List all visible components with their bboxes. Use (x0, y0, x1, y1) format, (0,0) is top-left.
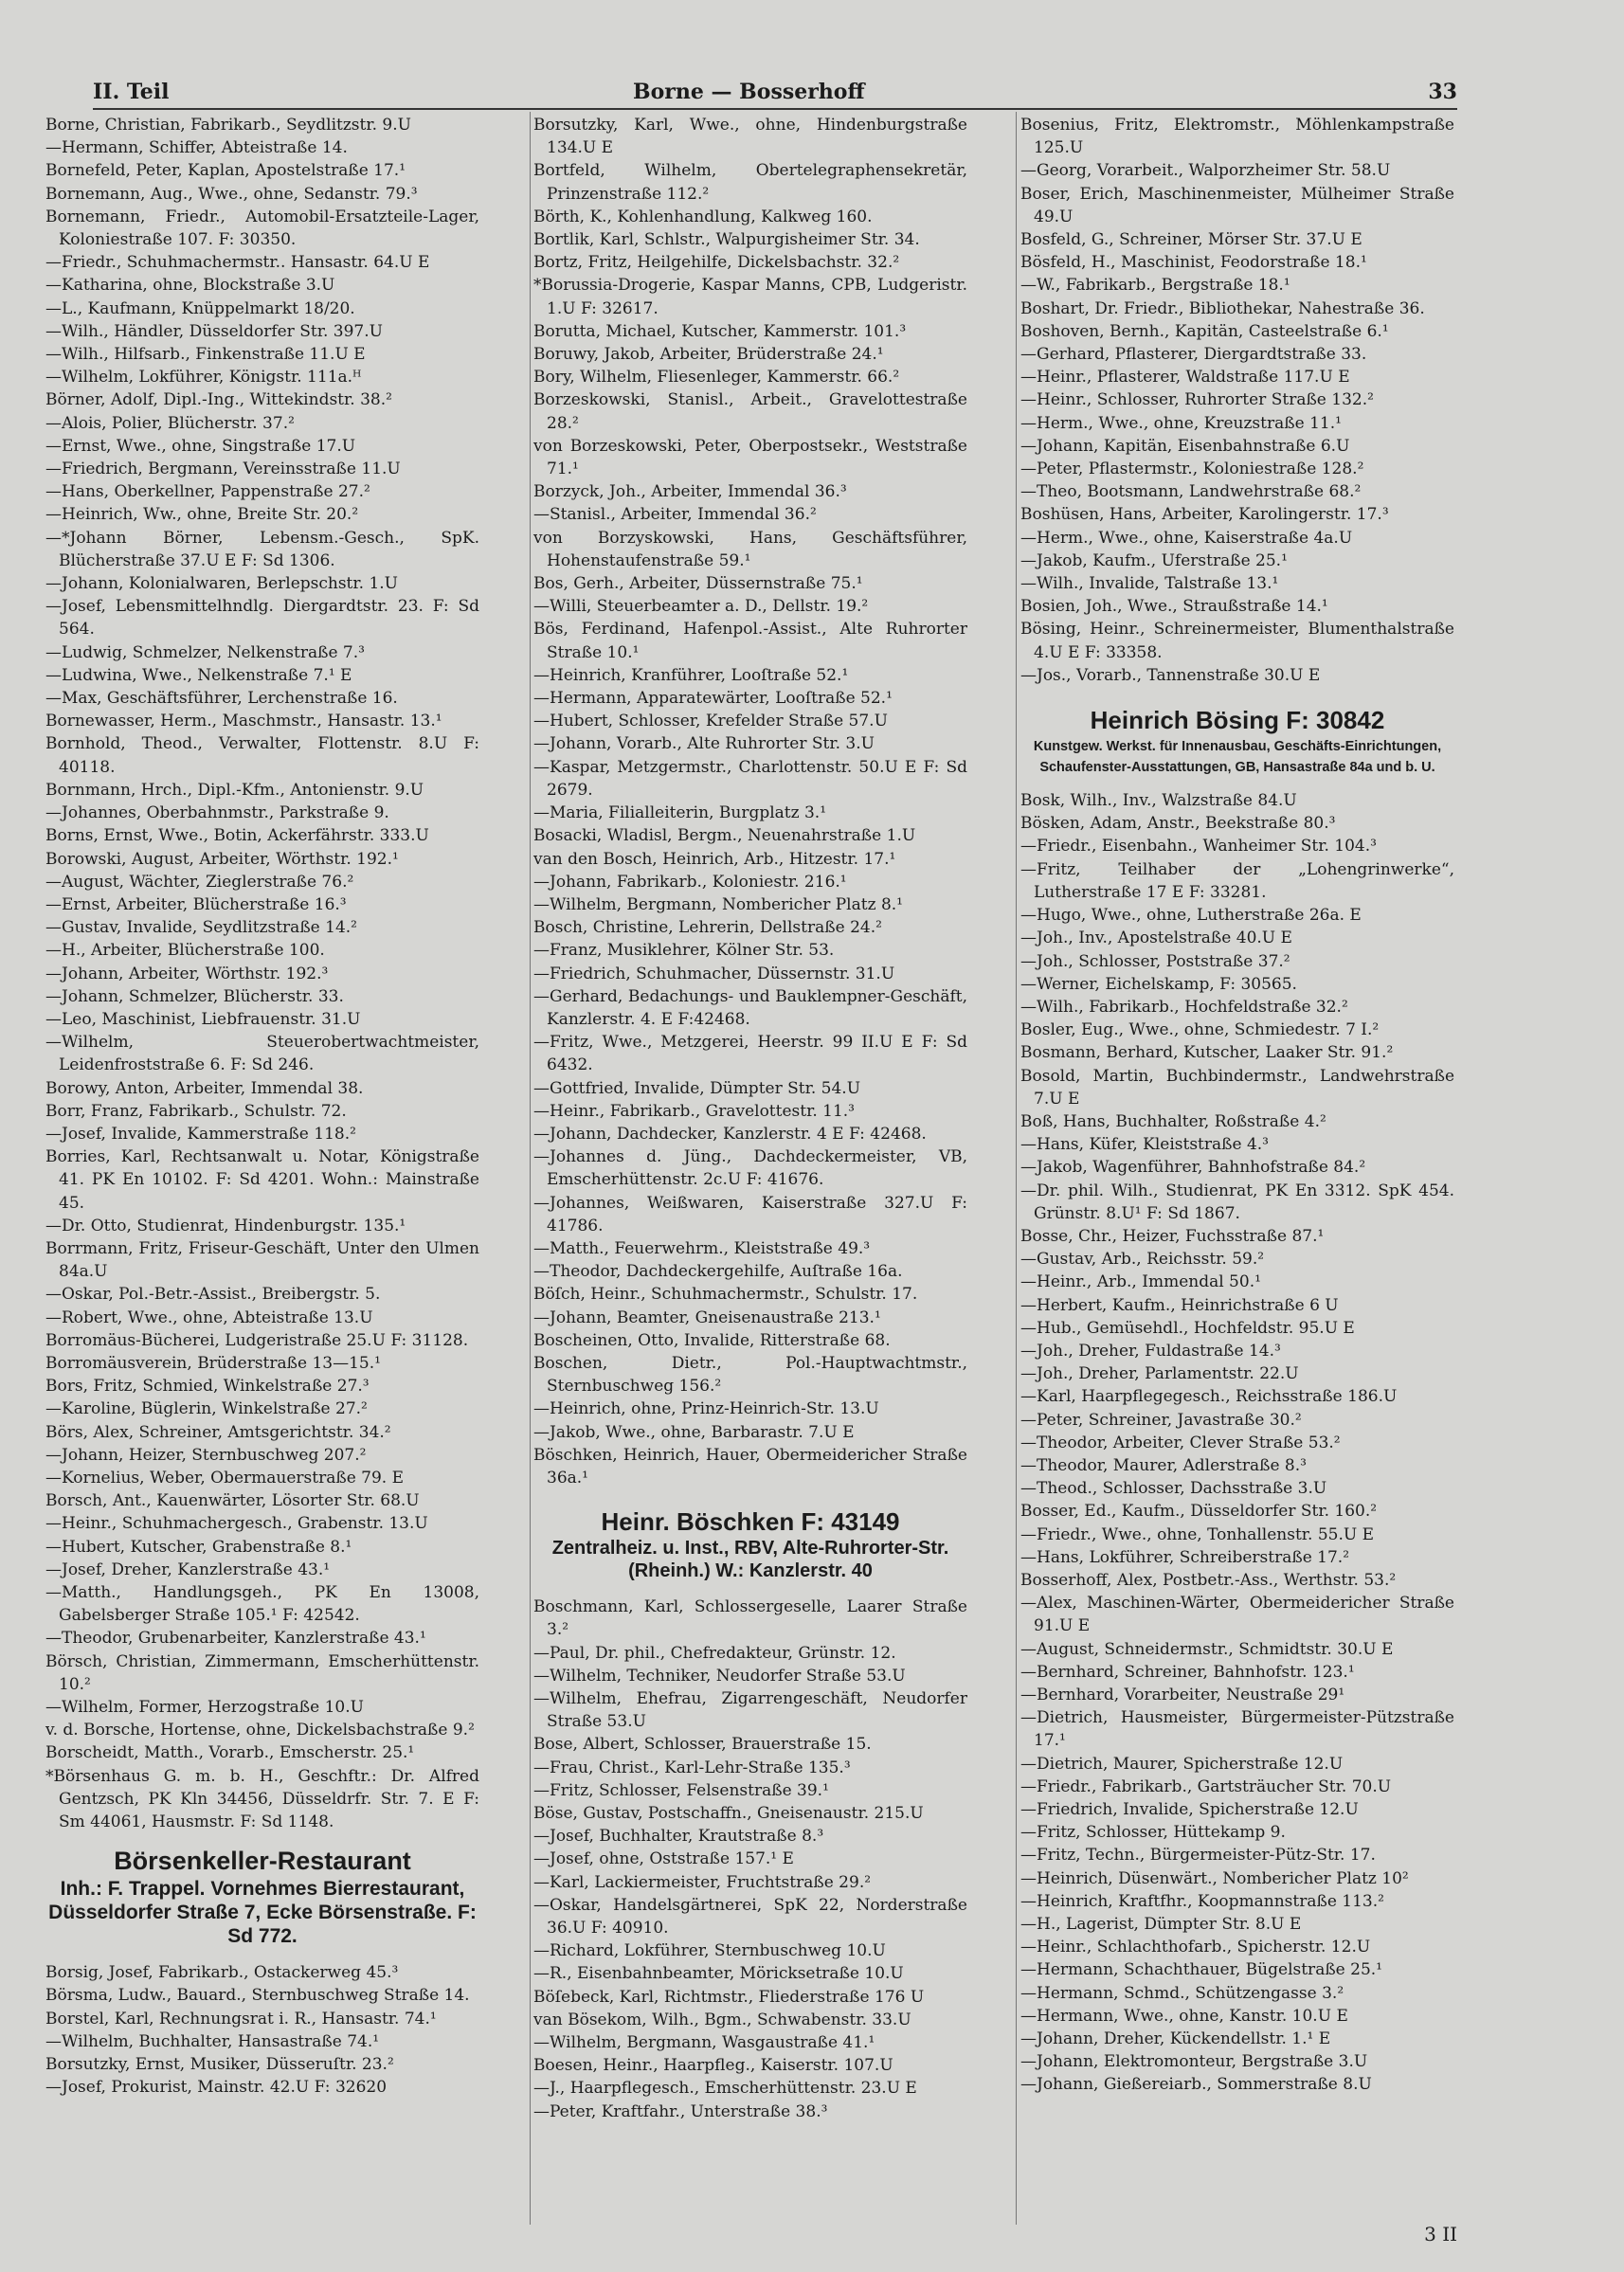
directory-entry: —J., Haarpflegesch., Emscherhüttenstr. 23.U E (533, 2079, 917, 2099)
column-divider (530, 112, 531, 2225)
directory-entry: Borsutzky, Ernst, Musiker, Düsseruſtr. 23.² (45, 2055, 394, 2075)
directory-entry: —Hermann, Schiffer, Abteistraße 14. (45, 138, 348, 158)
directory-entry: —Johann, Kolonialwaren, Berlepschstr. 1.U (45, 574, 398, 594)
directory-entry: v. d. Borsche, Hortense, ohne, Dickelsbachstraße 9.² (45, 1721, 475, 1740)
directory-entry: Bösing, Heinr., Schreinermeister, Blumenthalstraße 4.U E F: 33358. (1020, 620, 1454, 662)
directory-entry: —Gottfried, Invalide, Dümpter Str. 54.U (533, 1078, 861, 1098)
ad-title: Börsenkeller-Restaurant (114, 1847, 411, 1876)
directory-entry: —Dr. phil. Wilh., Studienrat, PK En 3312. SpK 454. Grünstr. 8.U¹ F: Sd 1867. (1020, 1181, 1454, 1223)
directory-entry: —Kaspar, Metzgermstr., Charlottenstr. 50.U E F: Sd 2679. (533, 757, 967, 800)
directory-entry: —Heinr., Arb., Immendal 50.¹ (1020, 1272, 1261, 1292)
directory-entry: —Johannes, Weißwaren, Kaiserstraße 327.U F: 41786. (533, 1193, 967, 1235)
directory-entry: —Karl, Haarpflegegesch., Reichsstraße 186.U (1020, 1387, 1398, 1407)
directory-entry: —Gustav, Invalide, Seydlitzstraße 14.² (45, 918, 357, 938)
directory-entry: —Paul, Dr. phil., Chefredakteur, Grünstr. 12. (533, 1643, 896, 1663)
column-divider (1016, 112, 1017, 2225)
ad-text: Zentralheiz. u. Inst., RBV, Alte-Ruhrorter-Str. (Rheinh.) W.: Kanzlerstr. 40 (551, 1538, 949, 1582)
directory-entry: —Stanisl., Arbeiter, Immendal 36.² (533, 505, 817, 525)
directory-entry: —Hermann, Wwe., ohne, Kanstr. 10.U E (1020, 2006, 1348, 2026)
directory-entry: —Herbert, Kaufm., Heinrichstraße 6 U (1020, 1295, 1339, 1315)
directory-entry: Bos, Gerh., Arbeiter, Düssernstraße 75.¹ (533, 574, 863, 594)
directory-entry: —Josef, Invalide, Kammerstraße 118.² (45, 1124, 356, 1144)
directory-entry: Börsma, Ludw., Bauard., Sternbuschweg Straße 14. (45, 1986, 470, 2006)
directory-entry: —Heinr., Schlosser, Ruhrorter Straße 132.² (1020, 390, 1374, 410)
directory-entry: —Willi, Steuerbeamter a. D., Dellstr. 19.² (533, 597, 869, 617)
directory-entry: Borscheidt, Matth., Vorarb., Emscherstr. 25.¹ (45, 1743, 415, 1763)
directory-entry: Borstel, Karl, Rechnungsrat i. R., Hansastr. 74.¹ (45, 2009, 437, 2029)
directory-entry: —R., Eisenbahnbeamter, Möricksetraße 10.U (533, 1964, 904, 1984)
column-1 (45, 114, 479, 2099)
directory-entry: —Ernst, Wwe., ohne, Singstraße 17.U (45, 436, 356, 456)
directory-entry: van den Bosch, Heinrich, Arb., Hitzestr. 17.¹ (533, 849, 896, 869)
directory-entry: —Ernst, Arbeiter, Blücherstraße 16.³ (45, 894, 347, 914)
directory-entry: —Georg, Vorarbeit., Walporzheimer Str. 58.U (1020, 161, 1391, 181)
directory-entry: —Johann, Dreher, Kückendellstr. 1.¹ E (1020, 2029, 1331, 2049)
directory-entry: —Johann, Fabrikarb., Koloniestr. 216.¹ (533, 872, 847, 892)
column-3 (1020, 114, 1454, 2097)
directory-entry: —Herm., Wwe., ohne, Kreuzstraße 11.¹ (1020, 413, 1342, 433)
ad-boersenkeller (45, 1845, 479, 1948)
directory-entry: —Robert, Wwe., ohne, Abteistraße 13.U (45, 1307, 373, 1327)
directory-entry: *Borussia-Drogerie, Kaspar Manns, CPB, Ludgeristr. 1.U F: 32617. (533, 276, 967, 318)
directory-entry: —Heinr., Pflasterer, Waldstraße 117.U E (1020, 368, 1350, 388)
directory-entry: —Wilhelm, Steuerobertwachtmeister, Leidenfroststraße 6. F: Sd 246. (45, 1033, 479, 1075)
directory-entry: —Johann, Vorarb., Alte Ruhrorter Str. 3.U (533, 734, 875, 754)
directory-entry: —Frau, Christ., Karl-Lehr-Straße 135.³ (533, 1758, 851, 1777)
entry-list-1a (45, 114, 479, 1833)
directory-entry: Borns, Ernst, Wwe., Botin, Ackerfährstr. 333.U (45, 826, 429, 846)
directory-entry: —Heinrich, Kranführer, Looſtraße 52.¹ (533, 665, 849, 685)
directory-entry: —Josef, Prokurist, Mainstr. 42.U F: 32620 (45, 2078, 388, 2098)
directory-entry: —*Johann Börner, Lebensm.-Gesch., SpK. Blücherstraße 37.U E F: Sd 1306. (45, 528, 479, 570)
directory-entry: —Wilh., Fabrikarb., Hochfeldstraße 32.² (1020, 997, 1348, 1017)
page-footer: 3 II (1424, 2223, 1457, 2245)
directory-entry: —Hans, Küfer, Kleiststraße 4.³ (1020, 1135, 1269, 1155)
directory-entry: —Jos., Vorarb., Tannenstraße 30.U E (1020, 665, 1321, 685)
directory-entry: Boesen, Heinr., Haarpfleg., Kaiserstr. 107.U (533, 2056, 893, 2076)
directory-entry: —Josef, Buchhalter, Krautstraße 8.³ (533, 1827, 824, 1847)
directory-entry: —Wilhelm, Former, Herzogstraße 10.U (45, 1698, 364, 1718)
directory-entry: —Johann, Heizer, Sternbuschweg 207.² (45, 1445, 367, 1465)
directory-entry: —Peter, Schreiner, Javastraße 30.² (1020, 1410, 1302, 1430)
directory-entry: Borrmann, Fritz, Friseur-Geschäft, Unter den Ulmen 84a.U (45, 1238, 479, 1282)
directory-entry: —Dietrich, Hausmeister, Bürgermeister-Pützstraße 17.¹ (1020, 1708, 1454, 1751)
header-part: II. Teil (93, 80, 170, 104)
directory-entry: —Max, Geschäftsführer, Lerchenstraße 16. (45, 689, 398, 709)
directory-entry: —Joh., Dreher, Fuldastraße 14.³ (1020, 1341, 1281, 1361)
directory-entry: Bosser, Ed., Kaufm., Düsseldorfer Str. 160.² (1020, 1502, 1378, 1522)
directory-entry: Boser, Erich, Maschinenmeister, Mülheimer Straße 49.U (1020, 184, 1454, 226)
ad-text: Inh.: F. Trappel. Vornehmes Bierrestaurant, Düsseldorfer Straße 7, Ecke Börsenstraße. F: Sd 772. (48, 1878, 477, 1948)
directory-entry: Bosserhoff, Alex, Postbetr.-Ass., Werthstr. 53.² (1020, 1570, 1397, 1590)
directory-entry: Borr, Franz, Fabrikarb., Schulstr. 72. (45, 1101, 347, 1121)
directory-entry: Bornewasser, Herm., Maschmstr., Hansastr. 13.¹ (45, 712, 442, 731)
directory-entry: Bosenius, Fritz, Elektromstr., Möhlenkampstraße 125.U (1020, 116, 1454, 158)
directory-entry: Borzeskowski, Stanisl., Arbeit., Gravelottestraße 28.² (533, 390, 967, 433)
directory-entry: —Maria, Filialleiterin, Burgplatz 3.¹ (533, 803, 827, 823)
directory-entry: Bösken, Adam, Anstr., Beekstraße 80.³ (1020, 814, 1336, 834)
directory-entry: —Theodor, Grubenarbeiter, Kanzlerstraße 43.¹ (45, 1629, 426, 1649)
directory-entry: —Bernhard, Vorarbeiter, Neustraße 29¹ (1020, 1686, 1345, 1704)
entry-list-2b (533, 1596, 967, 2123)
directory-entry: —Wilhelm, Bergmann, Wasgaustraße 41.¹ (533, 2033, 875, 2053)
directory-entry: Börs, Alex, Schreiner, Amtsgerichtstr. 34.² (45, 1422, 391, 1442)
directory-entry: Bös, Ferdinand, Hafenpol.-Assist., Alte Ruhrorter Straße 10.¹ (533, 620, 967, 662)
directory-entry: —Hubert, Kutscher, Grabenstraße 8.¹ (45, 1537, 352, 1557)
directory-entry: —August, Wächter, Zieglerstraße 76.² (45, 872, 354, 892)
directory-entry: Borowy, Anton, Arbeiter, Immendal 38. (45, 1078, 364, 1098)
directory-entry: Bortz, Fritz, Heilgehilfe, Dickelsbachstr. 32.² (533, 253, 900, 273)
directory-entry: —Friedrich, Schuhmacher, Düssernstr. 31.U (533, 964, 895, 983)
directory-entry: —Katharina, ohne, Blockstraße 3.U (45, 276, 335, 296)
directory-entry: Boshoven, Bernh., Kapitän, Casteelstraße 6.¹ (1020, 321, 1389, 341)
directory-entry: —Hermann, Apparatewärter, Looſtraße 52.¹ (533, 689, 893, 709)
directory-entry: —Hans, Lokführer, Schreiberstraße 17.² (1020, 1547, 1350, 1567)
directory-entry: —Jakob, Wwe., ohne, Barbarastr. 7.U E (533, 1422, 855, 1442)
directory-entry: —Theo, Bootsmann, Landwehrstraße 68.² (1020, 482, 1362, 502)
directory-entry: —Alex, Maschinen-Wärter, Obermeidericher Straße 91.U E (1020, 1594, 1454, 1636)
directory-entry: —Fritz, Wwe., Metzgerei, Heerstr. 99 II.U E F: Sd 6432. (533, 1033, 967, 1075)
directory-entry: Bosmann, Berhard, Kutscher, Laaker Str. 91.² (1020, 1043, 1394, 1063)
directory-entry: —Johannes, Oberbahnmstr., Parkstraße 9. (45, 803, 389, 823)
ad-boesing (1020, 704, 1454, 778)
directory-entry: Bortlik, Karl, Schlstr., Walpurgisheimer Str. 34. (533, 230, 920, 250)
entry-list-1b (45, 1961, 479, 2099)
directory-entry: —Hans, Oberkellner, Pappenstraße 27.² (45, 482, 370, 502)
directory-entry: —Heinrich, Düsenwärt., Nombericher Platz 10² (1020, 1868, 1409, 1888)
directory-entry: Börner, Adolf, Dipl.-Ing., Wittekindstr. 38.² (45, 390, 392, 410)
directory-entry: Boshüsen, Hans, Arbeiter, Karolingerstr. 17.³ (1020, 505, 1389, 525)
directory-entry: Bosold, Martin, Buchbindermstr., Landwehrstraße 7.U E (1020, 1066, 1454, 1109)
directory-entry: —Gerhard, Pflasterer, Diergardtstraße 33. (1020, 345, 1367, 365)
directory-entry: —Matth., Feuerwehrm., Kleiststraße 49.³ (533, 1238, 871, 1258)
directory-entry: Bornmann, Hrch., Dipl.-Kfm., Antonienstr. 9.U (45, 780, 424, 800)
directory-entry: Bosien, Joh., Wwe., Straußstraße 14.¹ (1020, 597, 1328, 617)
ad-name: Heinrich Bösing (1090, 706, 1280, 735)
directory-entry: Borromäusverein, Brüderstraße 13—15.¹ (45, 1353, 381, 1373)
directory-entry: Borsch, Ant., Kauenwärter, Lösorter Str. 68.U (45, 1491, 420, 1511)
directory-entry: —W., Fabrikarb., Bergstraße 18.¹ (1020, 276, 1290, 296)
directory-entry: —Heinrich, Ww., ohne, Breite Str. 20.² (45, 505, 359, 525)
entry-list-2a (533, 114, 967, 1489)
directory-entry: —Theodor, Dachdeckergehilfe, Auſtraße 16a. (533, 1262, 903, 1282)
directory-entry: Borowski, August, Arbeiter, Wörthstr. 192.¹ (45, 849, 399, 869)
directory-entry: —Johannes d. Jüng., Dachdeckermeister, VB, Emscherhüttenstr. 2c.U F: 41676. (533, 1147, 967, 1190)
directory-entry: Bosacki, Wladisl, Bergm., Neuenahrstraße 1.U (533, 826, 916, 846)
directory-entry: Bornefeld, Peter, Kaplan, Apostelstraße 17.¹ (45, 161, 406, 181)
entry-list-3a (1020, 114, 1454, 687)
header-rule (93, 108, 1457, 110)
directory-entry: —Hubert, Schlosser, Krefelder Straße 57.U (533, 712, 888, 731)
directory-entry: —Johann, Elektromonteur, Bergstraße 3.U (1020, 2052, 1368, 2072)
directory-entry: van Bösekom, Wilh., Bgm., Schwabenstr. 33.U (533, 2010, 911, 2029)
directory-entry: —Alois, Polier, Blücherstr. 37.² (45, 413, 295, 433)
directory-entry: —Oskar, Pol.-Betr.-Assist., Breibergstr. 5. (45, 1285, 381, 1305)
directory-entry: Böſch, Heinr., Schuhmachermstr., Schulstr. 17. (533, 1285, 918, 1305)
directory-entry: —August, Schneidermstr., Schmidtstr. 30.U E (1020, 1639, 1394, 1659)
directory-entry: —Hermann, Schachthauer, Bügelstraße 25.¹ (1020, 1960, 1382, 1980)
directory-entry: Boß, Hans, Buchhalter, Roßstraße 4.² (1020, 1111, 1326, 1131)
directory-entry: —Theodor, Arbeiter, Clever Straße 53.² (1020, 1433, 1341, 1452)
directory-entry: —Fritz, Teilhaber der „Lohengrinwerke“, Lutherstraße 17 E F: 33281. (1020, 859, 1454, 902)
directory-entry: —Kornelius, Weber, Obermauerstraße 79. E (45, 1468, 405, 1488)
directory-entry: Boruwy, Jakob, Arbeiter, Brüderstraße 24.¹ (533, 345, 884, 365)
directory-entry: —Richard, Lokführer, Sternbuschweg 10.U (533, 1941, 886, 1961)
directory-entry: —Peter, Pflastermstr., Koloniestraße 128.² (1020, 460, 1364, 479)
directory-entry: —Dietrich, Maurer, Spicherstraße 12.U (1020, 1754, 1344, 1774)
directory-entry: —Wilh., Hilfsarb., Finkenstraße 11.U E (45, 345, 366, 365)
directory-entry: —Jakob, Kaufm., Uferstraße 25.¹ (1020, 550, 1288, 570)
directory-entry: —Joh., Schlosser, Poststraße 37.² (1020, 951, 1290, 971)
directory-entry: Bornemann, Friedr., Automobil-Ersatzteile-Lager, Koloniestraße 107. F: 30350. (45, 207, 479, 250)
directory-entry: —Josef, Dreher, Kanzlerstraße 43.¹ (45, 1560, 331, 1579)
directory-entry: —Wilhelm, Ehefrau, Zigarrengeschäft, Neudorfer Straße 53.U (533, 1689, 967, 1732)
directory-entry: —Oskar, Handelsgärtnerei, SpK 22, Norderstraße 36.U F: 40910. (533, 1895, 967, 1938)
directory-entry: Bors, Fritz, Schmied, Winkelstraße 27.³ (45, 1377, 370, 1397)
directory-entry: Borne, Christian, Fabrikarb., Seydlitzstr. 9.U (45, 116, 411, 135)
directory-entry: —Heinrich, ohne, Prinz-Heinrich-Str. 13.U (533, 1399, 879, 1419)
ad-phone: F: 30842 (1286, 706, 1385, 735)
directory-entry: Boshart, Dr. Friedr., Bibliothekar, Nahestraße 36. (1020, 298, 1425, 318)
directory-entry: —Bernhard, Schreiner, Bahnhofstr. 123.¹ (1020, 1662, 1355, 1682)
directory-entry: —Heinrich, Kraftfhr., Koopmannstraße 113.² (1020, 1891, 1384, 1911)
directory-entry: —Josef, ohne, Oststraße 157.¹ E (533, 1849, 794, 1869)
directory-entry: Borutta, Michael, Kutscher, Kammerstr. 101.³ (533, 321, 907, 341)
directory-entry: —Leo, Maschinist, Liebfrauenstr. 31.U (45, 1009, 361, 1029)
directory-entry: —Johann, Schmelzer, Blücherstr. 33. (45, 986, 344, 1006)
directory-entry: —L., Kaufmann, Knüppelmarkt 18/20. (45, 298, 355, 318)
directory-entry: —Friedr., Fabrikarb., Gartsträucher Str. 70.U (1020, 1776, 1392, 1796)
directory-entry: Bortfeld, Wilhelm, Obertelegraphensekretär, Prinzenstraße 112.² (533, 161, 967, 204)
directory-entry: —Johann, Dachdecker, Kanzlerstr. 4 E F: 42468. (533, 1124, 927, 1144)
entry-list-3b (1020, 789, 1454, 2097)
directory-entry: von Borzyskowski, Hans, Geschäftsführer, Hohenstaufenstraße 59.¹ (533, 528, 967, 570)
directory-entry: —Peter, Kraftfahr., Unterstraße 38.³ (533, 2101, 828, 2121)
ad-text: Kunstgew. Werkst. für Innenausbau, Geschäfts-Einrichtungen, Schaufenster-Ausstattungen, GB, Hansastraße 84a und b. U. (1033, 739, 1442, 776)
directory-entry: —Friedr., Eisenbahn., Wanheimer Str. 104.³ (1020, 837, 1377, 857)
directory-entry: Böſebeck, Karl, Richtmstr., Fliederstraße 176 U (533, 1987, 925, 2007)
directory-entry: —H., Arbeiter, Blücherstraße 100. (45, 941, 325, 961)
directory-entry: —Joh., Inv., Apostelstraße 40.U E (1020, 929, 1292, 948)
directory-entry: Borromäus-Bücherei, Ludgeristraße 25.U F: 31128. (45, 1330, 469, 1350)
directory-entry: Bosfeld, G., Schreiner, Mörser Str. 37.U E (1020, 230, 1362, 250)
directory-entry: —Wilh., Händler, Düsseldorfer Str. 397.U (45, 321, 383, 341)
directory-entry: —Heinr., Schlachthofarb., Spicherstr. 12.U (1020, 1938, 1371, 1957)
directory-entry: —Heinr., Fabrikarb., Gravelottestr. 11.³ (533, 1101, 855, 1121)
directory-entry: —Friedr., Schuhmachermstr.. Hansastr. 64.U E (45, 253, 430, 273)
header-range: Borne — Bosserhoff (633, 80, 865, 104)
directory-entry: Böschken, Heinrich, Hauer, Obermeidericher Straße 36a.¹ (533, 1445, 967, 1488)
directory-entry: Bornhold, Theod., Verwalter, Flottenstr. 8.U F: 40118. (45, 734, 479, 777)
directory-entry: —Herm., Wwe., ohne, Kaiserstraße 4a.U (1020, 528, 1353, 548)
directory-entry: —Johann, Arbeiter, Wörthstr. 192.³ (45, 964, 329, 983)
directory-entry: Börth, K., Kohlenhandlung, Kalkweg 160. (533, 207, 873, 226)
directory-entry: Bosch, Christine, Lehrerin, Dellstraße 24.² (533, 918, 882, 938)
directory-entry: —Johann, Gießereiarb., Sommerstraße 8.U (1020, 2075, 1372, 2095)
column-2 (533, 114, 967, 2123)
directory-entry: —Matth., Handlungsgeh., PK En 13008, Gabelsberger Straße 105.¹ F: 42542. (45, 1583, 479, 1626)
directory-entry: Borzyck, Joh., Arbeiter, Immendal 36.³ (533, 482, 847, 502)
directory-entry: Börsch, Christian, Zimmermann, Emscherhüttenstr. 10.² (45, 1651, 479, 1694)
ad-boeschken (533, 1506, 967, 1582)
directory-entry: —Heinr., Schuhmachergesch., Grabenstr. 13.U (45, 1514, 428, 1534)
directory-entry: —Wilh., Invalide, Talstraße 13.¹ (1020, 574, 1279, 594)
directory-entry: —Ludwina, Wwe., Nelkenstraße 7.¹ E (45, 665, 352, 685)
directory-entry: Boscheinen, Otto, Invalide, Ritterstraße 68. (533, 1330, 891, 1350)
directory-entry: —Josef, Lebensmittelhndlg. Diergardtstr. 23. F: Sd 564. (45, 597, 479, 640)
directory-entry: —Friedrich, Invalide, Spicherstraße 12.U (1020, 1800, 1359, 1820)
directory-entry: —Jakob, Wagenführer, Bahnhofstraße 84.² (1020, 1158, 1366, 1178)
directory-entry: Böse, Gustav, Postschaffn., Gneisenaustr. 215.U (533, 1804, 924, 1824)
directory-entry: —Wilhelm, Lokführer, Königstr. 111a.ᴴ (45, 368, 362, 388)
directory-entry: —Friedr., Wwe., ohne, Tonhallenstr. 55.U E (1020, 1524, 1375, 1544)
directory-entry: *Börsenhaus G. m. b. H., Geschftr.: Dr. Alfred Gentzsch, PK Kln 34456, Düsseldrfr. Str. 7. E F: Sm 44061, Hausmstr. F: Sd 1148. (45, 1766, 479, 1832)
directory-entry: Boschmann, Karl, Schlossergeselle, Laarer Straße 3.² (533, 1597, 967, 1640)
directory-entry: —Wilhelm, Techniker, Neudorfer Straße 53.U (533, 1666, 906, 1686)
directory-entry: —Wilhelm, Buchhalter, Hansastraße 74.¹ (45, 2031, 380, 2051)
directory-entry: —Ludwig, Schmelzer, Nelkenstraße 7.³ (45, 642, 365, 662)
directory-entry: —Franz, Musiklehrer, Kölner Str. 53. (533, 941, 835, 961)
directory-entry: —Fritz, Schlosser, Felsenstraße 39.¹ (533, 1780, 829, 1800)
directory-entry: —Dr. Otto, Studienrat, Hindenburgstr. 135.¹ (45, 1216, 406, 1235)
page-number: 33 (1428, 80, 1457, 104)
directory-entry: —Hermann, Schmd., Schützengasse 3.² (1020, 1983, 1344, 2003)
directory-entry: —Werner, Eichelskamp, F: 30565. (1020, 974, 1297, 994)
directory-entry: —H., Lagerist, Dümpter Str. 8.U E (1020, 1915, 1302, 1935)
directory-entry: —Karoline, Büglerin, Winkelstraße 27.² (45, 1399, 368, 1419)
directory-entry: —Johann, Kapitän, Eisenbahnstraße 6.U (1020, 436, 1350, 456)
directory-entry: Bösfeld, H., Maschinist, Feodorstraße 18.¹ (1020, 253, 1367, 273)
directory-entry: —Hugo, Wwe., ohne, Lutherstraße 26a. E (1020, 906, 1362, 926)
directory-entry: —Fritz, Schlosser, Hüttekamp 9. (1020, 1823, 1286, 1843)
directory-entry: Borsig, Josef, Fabrikarb., Ostackerweg 45.³ (45, 1963, 399, 1983)
directory-entry: —Gustav, Arb., Reichsstr. 59.² (1020, 1250, 1265, 1270)
ad-title (1020, 704, 1454, 736)
directory-entry: —Fritz, Techn., Bürgermeister-Pütz-Str. 17. (1020, 1846, 1376, 1866)
directory-entry: —Theod., Schlosser, Dachsstraße 3.U (1020, 1479, 1327, 1499)
directory-entry: Bose, Albert, Schlosser, Brauerstraße 15. (533, 1735, 872, 1755)
directory-entry: Bosse, Chr., Heizer, Fuchsstraße 87.¹ (1020, 1226, 1325, 1246)
directory-entry: —Joh., Dreher, Parlamentstr. 22.U (1020, 1364, 1299, 1384)
directory-entry: Boschen, Dietr., Pol.-Hauptwachtmstr., Sternbuschweg 156.² (533, 1353, 967, 1397)
ad-title: Heinr. Böschken F: 43149 (601, 1507, 900, 1537)
directory-entry: —Friedrich, Bergmann, Vereinsstraße 11.U (45, 460, 401, 479)
directory-entry: Bosler, Eug., Wwe., ohne, Schmiedestr. 7 I.² (1020, 1020, 1380, 1040)
directory-entry: —Wilhelm, Bergmann, Nombericher Platz 8.¹ (533, 894, 903, 914)
directory-entry: —Gerhard, Bedachungs- und Bauklempner-Geschäft, Kanzlerstr. 4. E F:42468. (533, 986, 967, 1029)
directory-entry: Borsutzky, Karl, Wwe., ohne, Hindenburgstraße 134.U E (533, 116, 967, 158)
directory-entry: Bosk, Wilh., Inv., Walzstraße 84.U (1020, 791, 1297, 811)
directory-entry: —Johann, Beamter, Gneisenaustraße 213.¹ (533, 1307, 881, 1327)
directory-entry: Bornemann, Aug., Wwe., ohne, Sedanstr. 79.³ (45, 184, 418, 204)
directory-entry: von Borzeskowski, Peter, Oberpostsekr., Weststraße 71.¹ (533, 436, 967, 479)
directory-entry: —Karl, Lackiermeister, Fruchtstraße 29.² (533, 1872, 872, 1892)
directory-entry: Borries, Karl, Rechtsanwalt u. Notar, Königstraße 41. PK En 10102. F: Sd 4201. Wohn.: Mainstraße 45. (45, 1147, 479, 1213)
directory-entry: Bory, Wilhelm, Fliesenleger, Kammerstr. 66.² (533, 368, 900, 388)
page-header (93, 80, 1457, 110)
directory-entry: —Theodor, Maurer, Adlerstraße 8.³ (1020, 1455, 1307, 1475)
directory-entry: —Hub., Gemüsehdl., Hochfeldstr. 95.U E (1020, 1318, 1355, 1338)
